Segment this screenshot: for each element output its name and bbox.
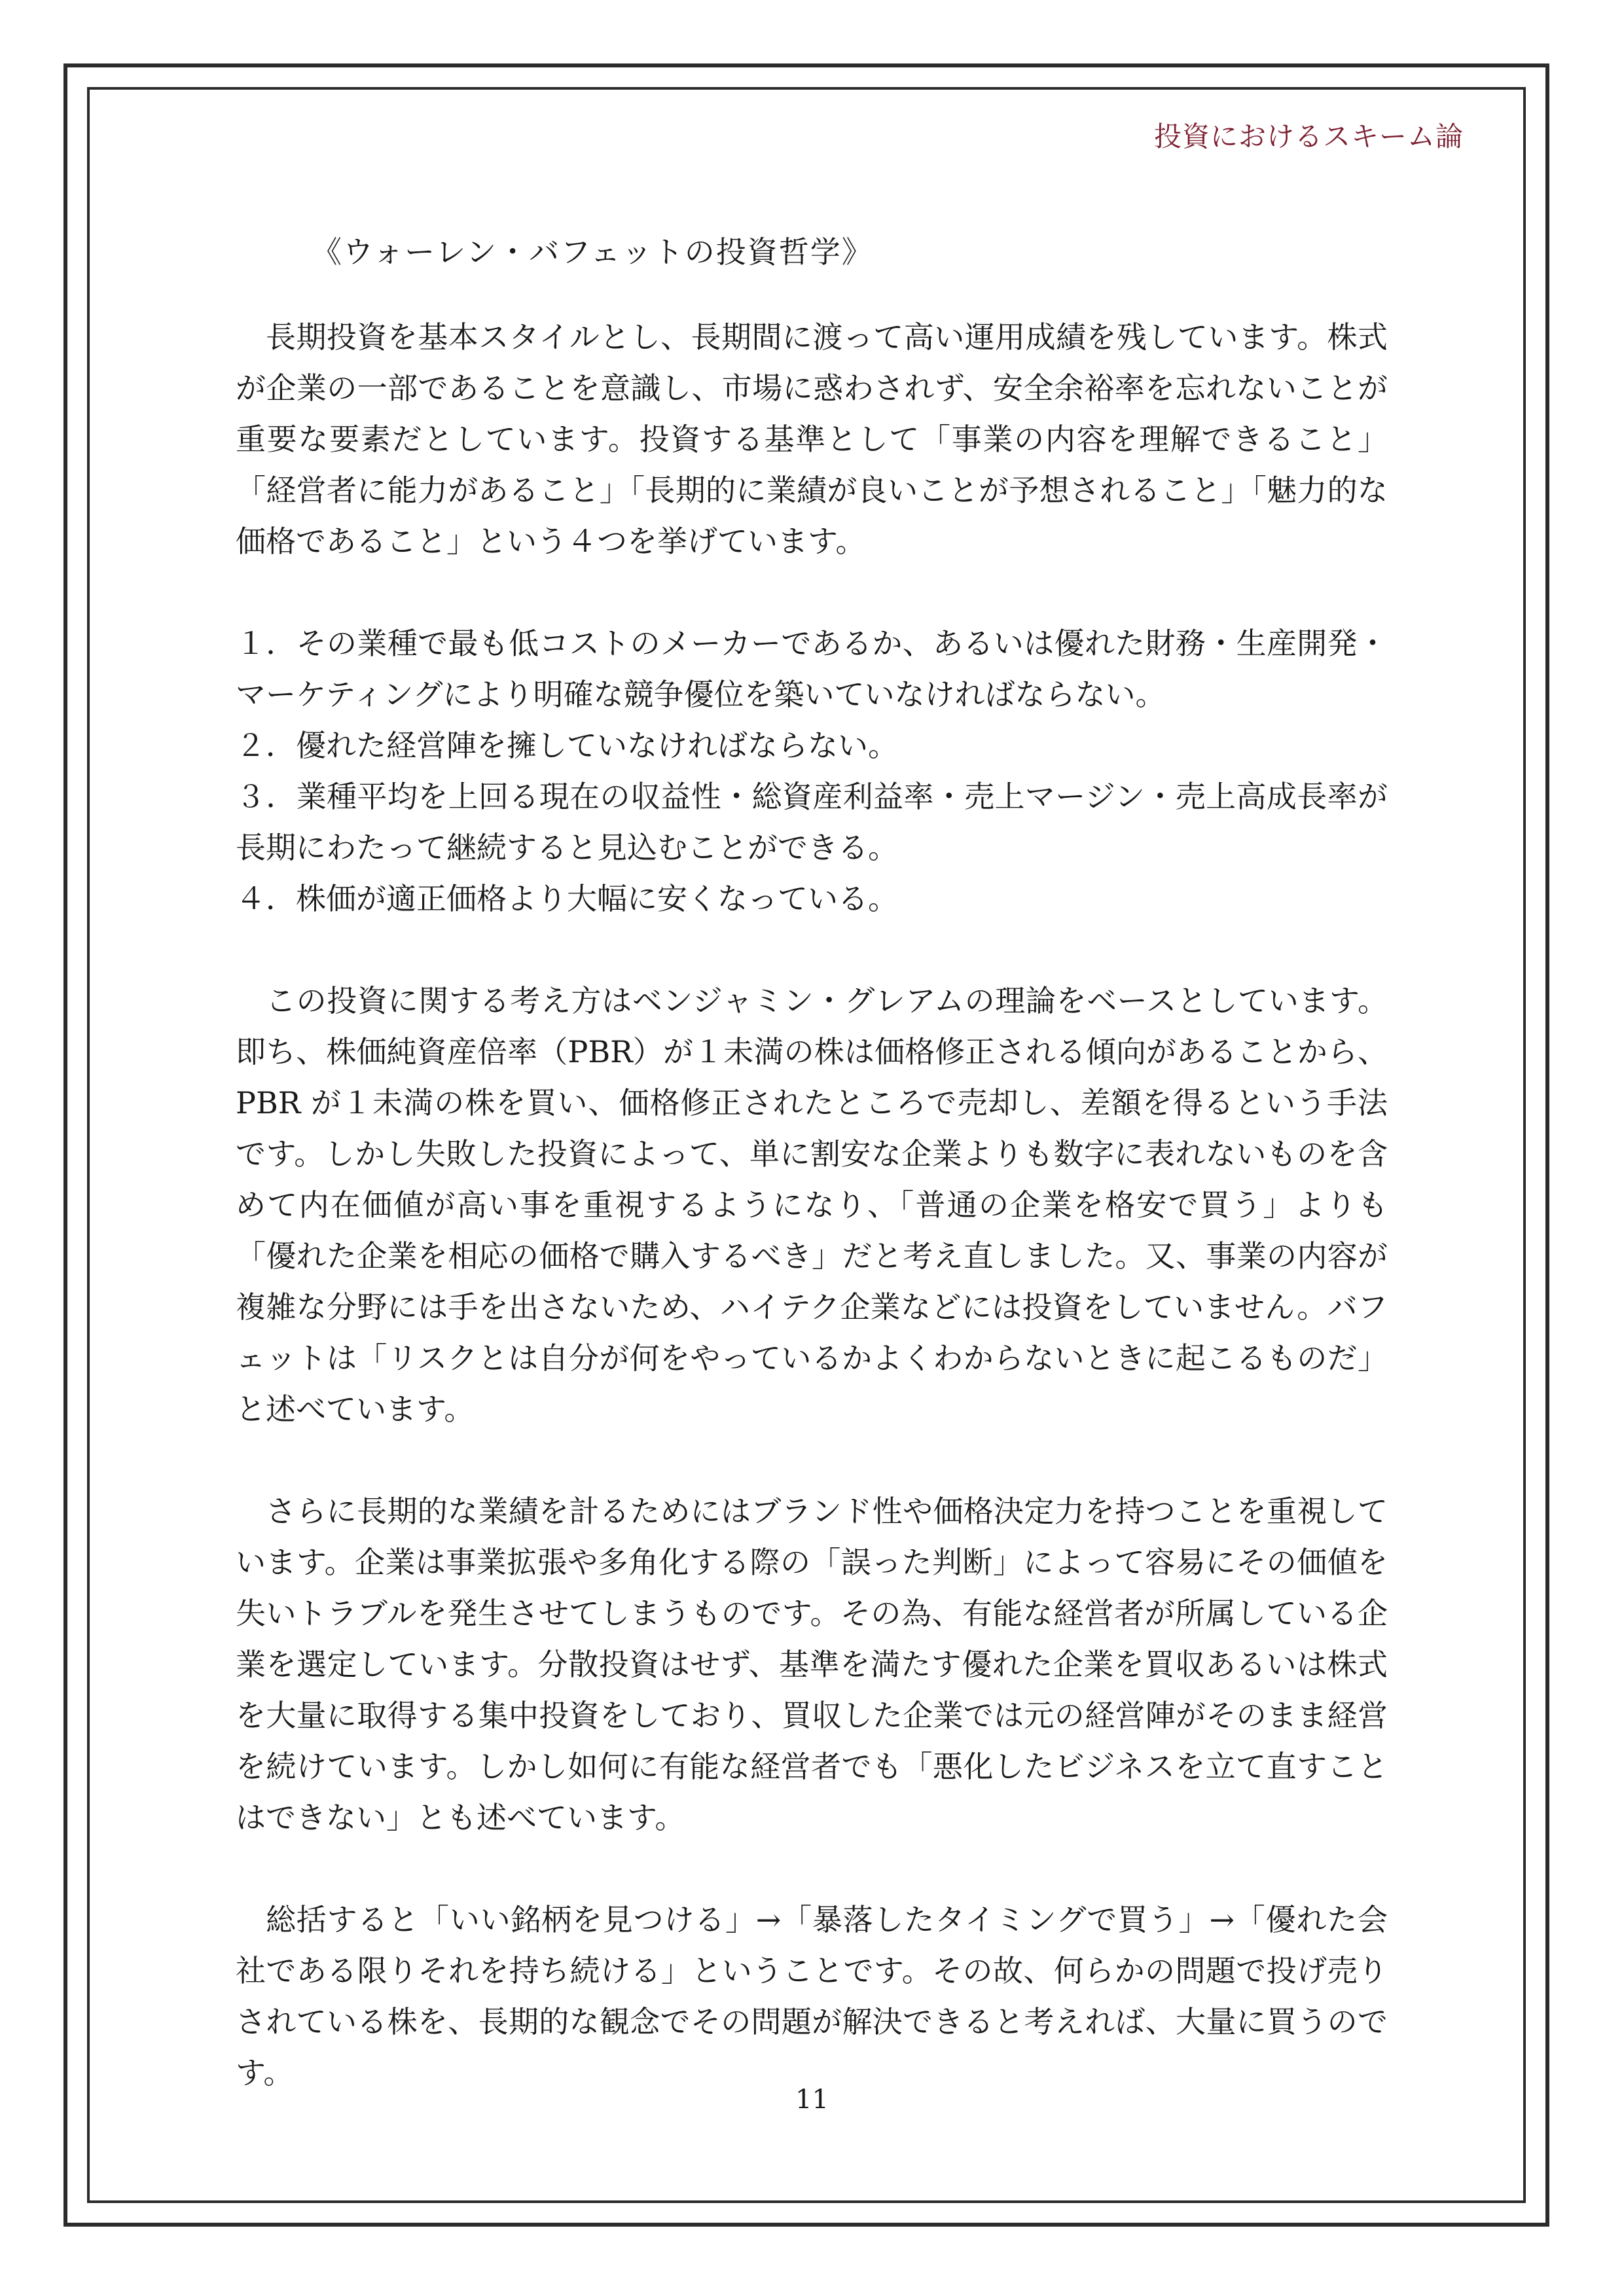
page-content [236,223,1388,2098]
page-number: 11 [795,2085,829,2115]
running-header: 投資におけるスキーム論 [1153,120,1464,152]
section-title: 《ウォーレン・バフェットの投資哲学》 [312,234,873,270]
criteria-list [236,618,1388,924]
criteria-item: １．その業種で最も低コストのメーカーであるか、あるいは優れた財務・生産開発・マーケティングにより明確な競争優位を築いていなければならない。 [236,626,1388,712]
paragraph-summary: 総括すると「いい銘柄を見つける」→「暴落したタイミングで買う」→「優れた会社である限りそれを持ち続ける」ということです。その故、何らかの問題で投げ売りされている株を、長期的な観念でその問題が解決できると考えれば、大量に買うのです。 [236,1902,1388,2090]
criteria-item: ３．業種平均を上回る現在の収益性・総資産利益率・売上マージン・売上高成長率が長期にわたって継続すると見込むことができる。 [236,779,1388,865]
criteria-item: ２．優れた経営陣を擁していなければならない。 [236,728,898,763]
paragraph-brand: さらに長期的な業績を計るためにはブランド性や価格決定力を持つことを重視しています。企業は事業拡張や多角化する際の「誤った判断」によって容易にその価値を失いトラブルを発生させてしまうものです。その為、有能な経営者が所属している企業を選定しています。分散投資はせず、基準を満たす優れた企業を買収あるいは株式を大量に取得する集中投資をしており、買収した企業では元の経営陣がそのまま経営を続けています。しかし如何に有能な経営者でも「悪化したビジネスを立て直すことはできない」とも述べています。 [236,1494,1388,1835]
paragraph-graham: この投資に関する考え方はベンジャミン・グレアムの理論をベースとしています。即ち、株価純資産倍率（PBR）が１未満の株は価格修正される傾向があることから、PBR が１未満の株を買い、価格修正されたところで売却し、差額を得るという手法です。しかし失敗した投資によって、単に割安な企業よりも数字に表れないものを含めて内在価値が高い事を重視するようになり、「普通の企業を格安で買う」よりも「優れた企業を相応の価格で購入するべき」だと考え直しました。又、事業の内容が複雑な分野には手を出さないため、ハイテク企業などには投資をしていません。バフェットは「リスクとは自分が何をやっているかよくわからないときに起こるものだ」と述べています。 [236,983,1388,1427]
criteria-item: ４．株価が適正価格より大幅に安くなっている。 [236,881,898,916]
paragraph-intro: 長期投資を基本スタイルとし、長期間に渡って高い運用成績を残しています。株式が企業の一部であることを意識し、市場に惑わされず、安全余裕率を忘れないことが重要な要素だとしています。投資する基準として「事業の内容を理解できること」「経営者に能力があること」「長期的に業績が良いことが予想されること」「魅力的な価格であること」という４つを挙げています。 [236,319,1388,559]
